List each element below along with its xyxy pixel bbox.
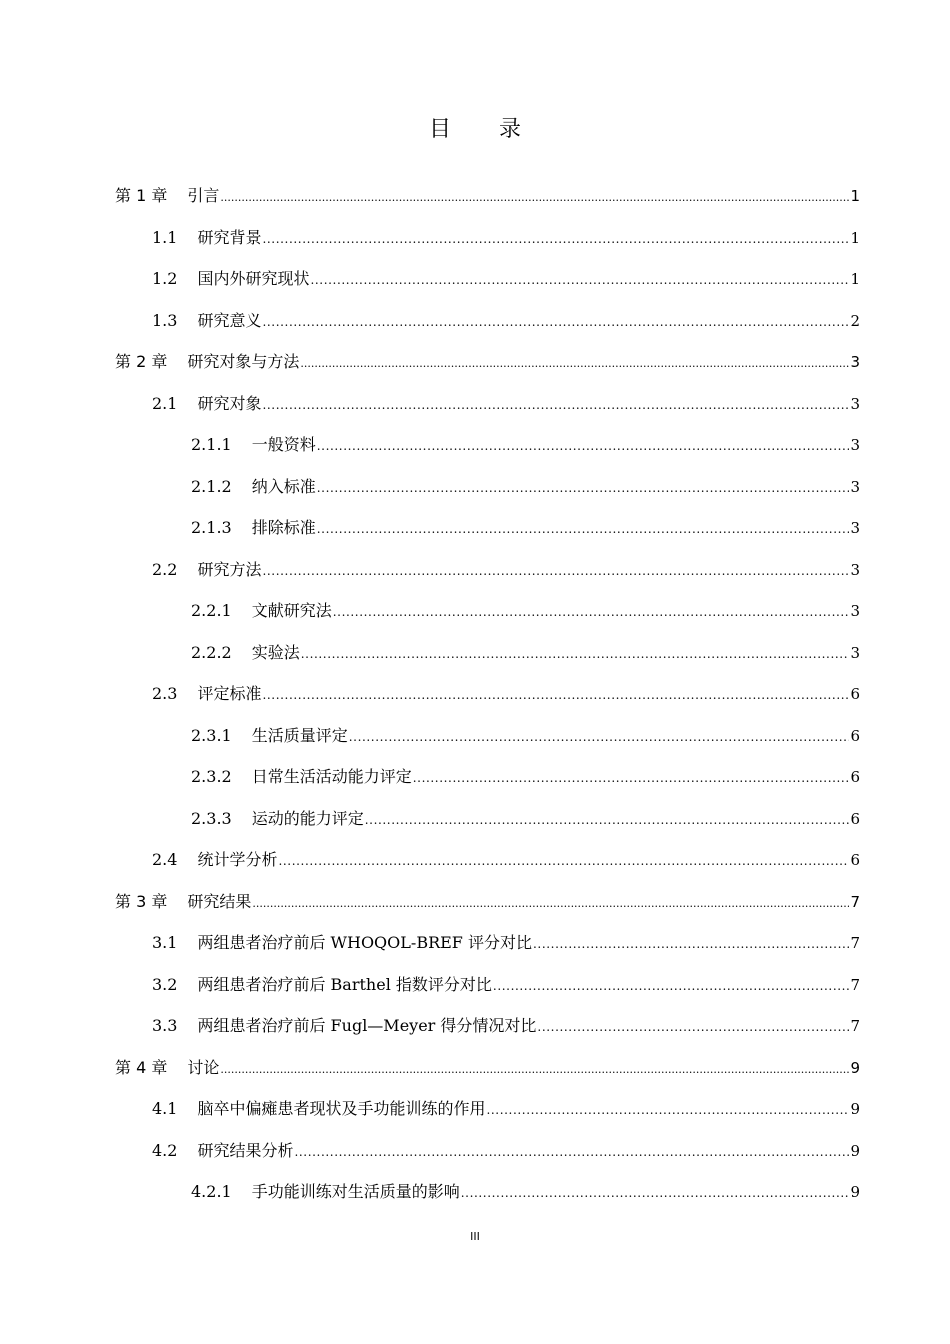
toc-dot-leader	[294, 1136, 849, 1168]
toc-entry-page: 3	[850, 643, 860, 662]
toc-entry-page: 7	[850, 892, 860, 911]
toc-dot-leader	[220, 1054, 849, 1086]
toc-entry-title: 两组患者治疗前后 Barthel 指数评分对比	[197, 974, 492, 994]
toc-dot-leader	[262, 389, 849, 421]
toc-entry-title: 日常生活活动能力评定	[251, 767, 412, 786]
toc-entry-number: 4.1	[152, 1099, 178, 1118]
toc-entry-number: 2.3.2	[191, 767, 232, 786]
toc-entry-page: 3	[850, 477, 860, 496]
toc-entry[interactable]	[115, 388, 860, 430]
toc-entry[interactable]	[115, 1135, 860, 1177]
toc-entry[interactable]	[115, 346, 860, 388]
toc-entry-title: 实验法	[251, 642, 300, 662]
toc-entry[interactable]	[115, 512, 860, 554]
toc-entry-title: 排除标准	[251, 518, 316, 537]
toc-entry-number: 1.2	[152, 269, 178, 288]
toc-entry-title: 评定标准	[197, 684, 262, 703]
toc-entry[interactable]	[115, 1010, 860, 1052]
toc-dot-leader	[301, 638, 850, 670]
toc-entry-page: 1	[850, 228, 860, 247]
toc-entry-title: 研究结果分析	[197, 1140, 294, 1160]
toc-entry-title: 国内外研究现状	[197, 269, 310, 288]
toc-entry-number: 2.3	[152, 684, 178, 703]
toc-entry-title: 两组患者治疗前后 Fugl—Meyer 得分情况对比	[197, 1016, 537, 1035]
toc-entry-page: 3	[850, 602, 860, 620]
toc-entry-title: 统计学分析	[197, 850, 278, 869]
toc-entry-title: 运动的能力评定	[251, 808, 364, 828]
toc-entry-number: 4.2.1	[191, 1182, 232, 1201]
toc-entry-number: 2.4	[152, 850, 178, 869]
toc-entry[interactable]	[115, 969, 860, 1011]
toc-entry-number: 3.1	[152, 933, 178, 952]
toc-dot-leader	[262, 306, 849, 338]
toc-entry[interactable]	[115, 305, 860, 347]
toc-entry-number: 1.1	[152, 227, 178, 247]
toc-entry-page: 9	[850, 1141, 860, 1160]
toc-entry[interactable]	[115, 1093, 860, 1135]
toc-dot-leader	[262, 223, 849, 255]
toc-entry-page: 1	[850, 270, 860, 288]
toc-entry[interactable]	[115, 180, 860, 222]
toc-entry-number: 4.2	[152, 1140, 178, 1160]
toc-entry-page: 7	[850, 934, 860, 952]
toc-entry-number: 3.3	[152, 1016, 178, 1035]
toc-dot-leader	[461, 1177, 850, 1209]
toc-entry-number: 2.1.2	[191, 476, 232, 496]
toc-entry[interactable]	[115, 263, 860, 305]
toc-entry-number: 第 4 章	[115, 1057, 168, 1077]
toc-entry-title: 研究结果	[187, 891, 252, 911]
toc-entry-number: 2.3.1	[191, 725, 232, 745]
toc-entry-title: 文献研究法	[251, 601, 332, 620]
toc-dot-leader	[317, 513, 850, 545]
toc-dot-leader	[413, 762, 850, 794]
toc-entry-page: 2	[850, 311, 860, 330]
page-title	[0, 114, 950, 146]
toc-entry-number: 3.2	[152, 974, 178, 994]
toc-entry-number: 2.2.2	[191, 642, 232, 662]
toc-entry-page: 3	[850, 436, 860, 454]
toc-entry[interactable]	[115, 803, 860, 845]
toc-dot-leader	[262, 679, 849, 711]
toc-entry-page: 3	[850, 353, 860, 371]
toc-entry[interactable]	[115, 554, 860, 596]
toc-entry-title: 两组患者治疗前后 WHOQOL-BREF 评分对比	[197, 933, 532, 952]
toc-entry-page: 6	[850, 809, 860, 828]
toc-dot-leader	[533, 928, 849, 960]
toc-entry-title: 研究背景	[197, 227, 262, 247]
toc-entry-number: 2.1	[152, 393, 178, 413]
toc-entry[interactable]	[115, 637, 860, 679]
toc-dot-leader	[493, 970, 850, 1002]
toc-entry-page: 1	[850, 187, 860, 205]
toc-entry-number: 2.2.1	[191, 601, 232, 620]
toc-entry[interactable]	[115, 720, 860, 762]
toc-entry[interactable]	[115, 1052, 860, 1094]
toc-entry[interactable]	[115, 1176, 860, 1218]
toc-entry-number: 第 2 章	[115, 352, 168, 371]
toc-entry-page: 6	[850, 851, 860, 869]
toc-entry[interactable]	[115, 927, 860, 969]
toc-entry-number: 2.1.1	[191, 435, 232, 454]
table-of-contents	[115, 180, 860, 1218]
toc-entry-title: 生活质量评定	[251, 725, 348, 745]
toc-dot-leader	[300, 348, 849, 380]
toc-dot-leader	[278, 845, 849, 877]
toc-entry-title: 手功能训练对生活质量的影响	[251, 1182, 460, 1201]
page-title-char-2: 录	[499, 117, 522, 142]
toc-entry-number: 第 1 章	[115, 186, 168, 205]
toc-dot-leader	[310, 264, 849, 296]
toc-entry[interactable]	[115, 761, 860, 803]
toc-entry-title: 纳入标准	[251, 476, 316, 496]
toc-entry-number: 第 3 章	[115, 891, 168, 911]
toc-entry-page: 3	[850, 519, 860, 537]
toc-entry-title: 引言	[187, 186, 220, 205]
toc-entry-page: 6	[850, 726, 860, 745]
toc-entry-title: 研究对象	[197, 393, 262, 413]
toc-entry-number: 2.3.3	[191, 808, 232, 828]
toc-entry-page: 9	[850, 1100, 860, 1118]
toc-dot-leader	[537, 1011, 849, 1043]
toc-entry-number: 2.2	[152, 559, 178, 579]
toc-entry[interactable]	[115, 844, 860, 886]
toc-entry-page: 9	[850, 1183, 860, 1201]
footer-page-number: III	[470, 1230, 480, 1243]
toc-entry-page: 7	[850, 1017, 860, 1035]
toc-entry-page: 9	[850, 1058, 860, 1077]
toc-entry[interactable]	[115, 678, 860, 720]
toc-entry-number: 2.1.3	[191, 518, 232, 537]
toc-dot-leader	[262, 555, 849, 587]
toc-entry[interactable]	[115, 886, 860, 928]
toc-entry[interactable]	[115, 222, 860, 264]
toc-entry-page: 6	[850, 768, 860, 786]
toc-dot-leader	[220, 182, 849, 214]
toc-entry-page: 3	[850, 560, 860, 579]
toc-dot-leader	[317, 472, 850, 504]
toc-entry-title: 一般资料	[251, 435, 316, 454]
toc-entry-title: 脑卒中偏瘫患者现状及手功能训练的作用	[197, 1099, 486, 1118]
toc-entry[interactable]	[115, 471, 860, 513]
toc-entry-title: 讨论	[187, 1057, 220, 1077]
toc-entry-page: 3	[850, 394, 860, 413]
toc-dot-leader	[252, 888, 849, 920]
toc-dot-leader	[486, 1094, 849, 1126]
toc-entry-title: 研究方法	[197, 559, 262, 579]
toc-dot-leader	[317, 430, 850, 462]
toc-dot-leader	[349, 721, 850, 753]
toc-dot-leader	[333, 596, 850, 628]
toc-entry[interactable]	[115, 595, 860, 637]
toc-entry-number: 1.3	[152, 310, 178, 330]
toc-entry-title: 研究意义	[197, 310, 262, 330]
page-title-char-1: 目	[428, 117, 451, 142]
toc-entry-page: 7	[850, 975, 860, 994]
toc-entry-page: 6	[850, 685, 860, 703]
toc-entry-title: 研究对象与方法	[187, 352, 300, 371]
toc-entry[interactable]	[115, 429, 860, 471]
toc-dot-leader	[365, 804, 850, 836]
